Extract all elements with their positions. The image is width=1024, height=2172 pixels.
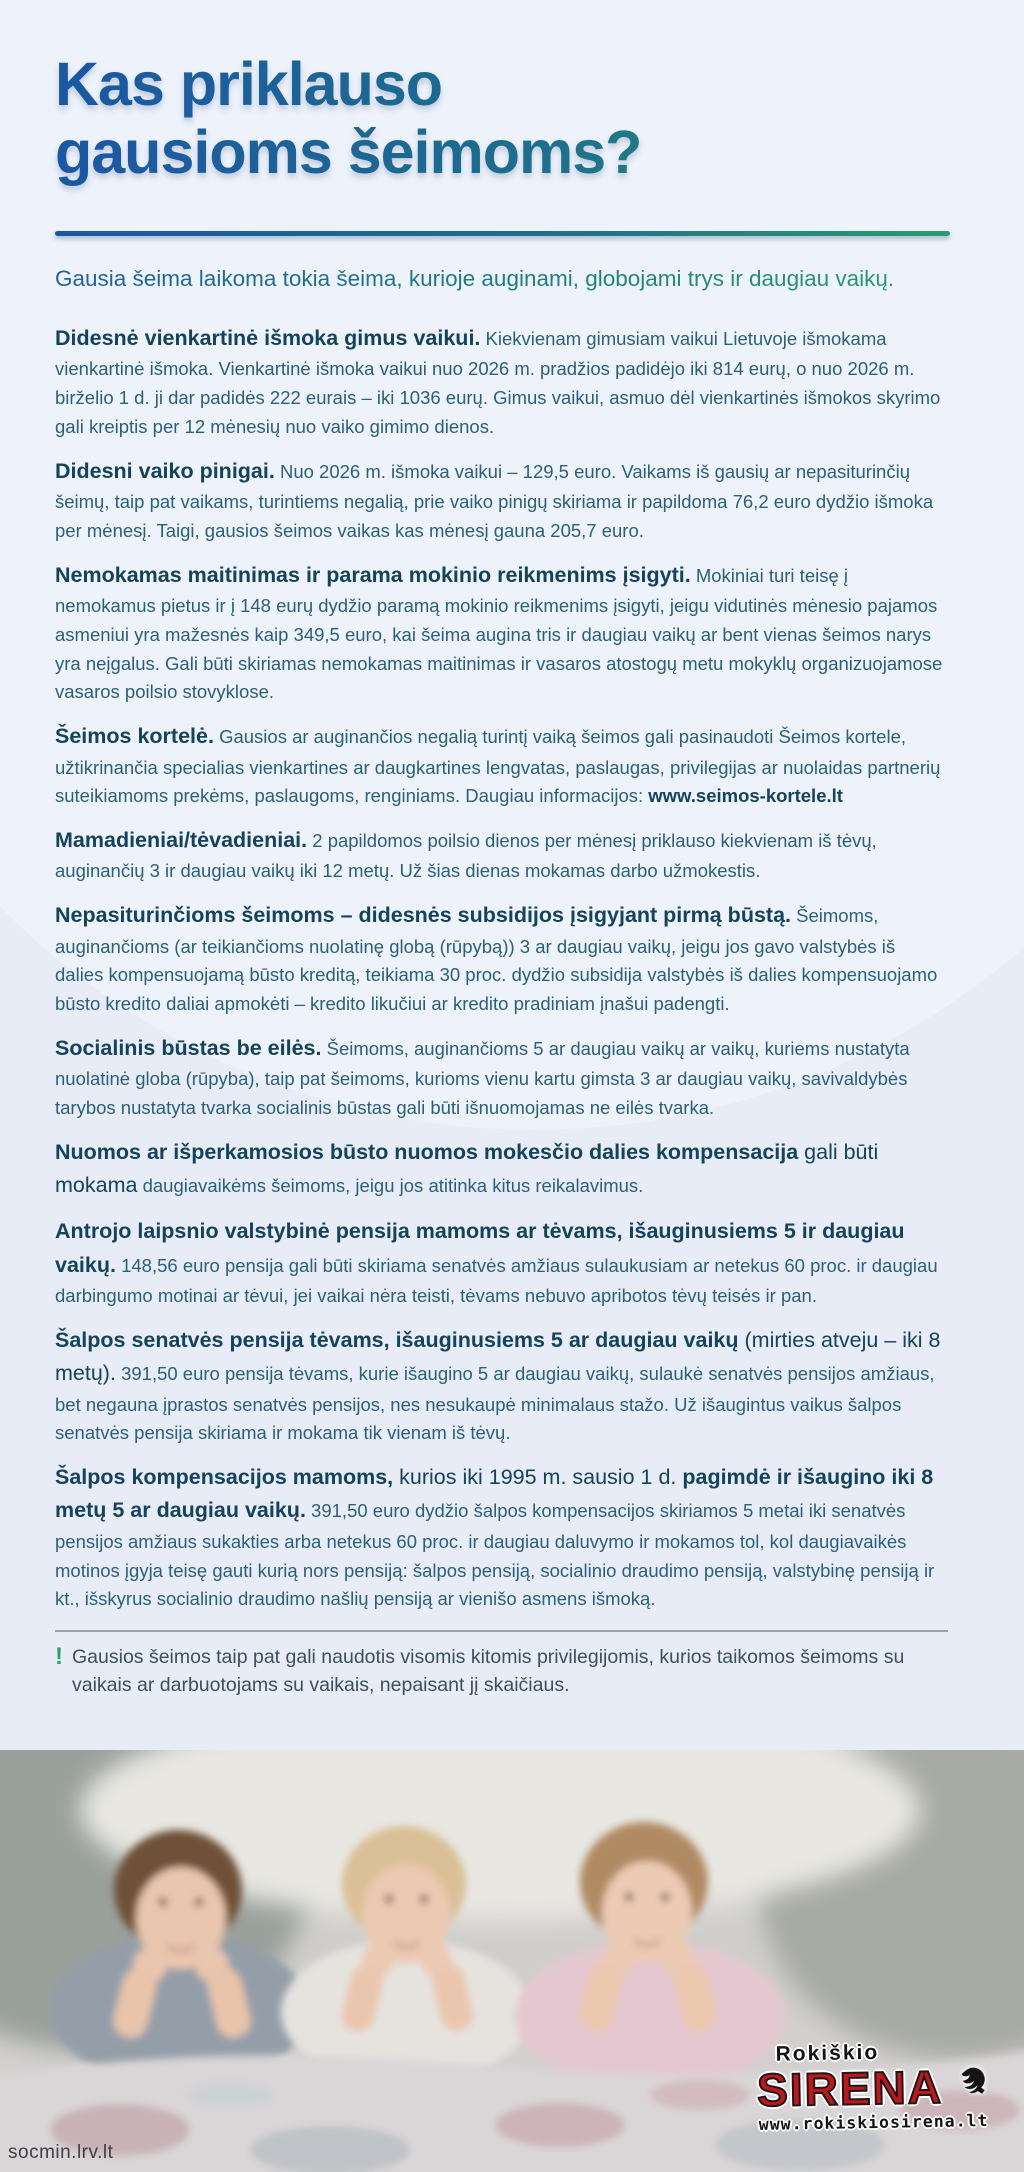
- section-heading: Šeimos kortelė.: [55, 724, 214, 749]
- logo-name: SIRENA: [756, 2060, 944, 2117]
- subtitle: Gausia šeima laikoma tokia šeima, kurioje auginami, globojami trys ir daugiau vaikų.: [55, 263, 948, 295]
- benefits-sections: [55, 322, 948, 1614]
- section-heading: Mamadieniai/tėvadieniai.: [55, 828, 308, 853]
- section-text: Nuo 2026 m. išmoka vaikui – 129,5 euro. Vaikams iš gausių ar nepasiturinčių šeimų, taip pat vaikams, turintiems negalią, prie vaiko pinigų skiriama ir papildoma 76,2 euro dydžio išmoka per mėnesį. Taigi, gausios šeimos vaikas kas mėnesį gauna 205,7 euro.: [55, 460, 934, 541]
- infographic-content: [0, 50, 1024, 1700]
- section-heading: pagimdė ir išaugino iki 8 metų 5 ar daugiau vaikų.: [55, 1465, 934, 1523]
- socmin-watermark[interactable]: socmin.lrv.lt: [8, 2142, 114, 2163]
- section-text: gali būti mokama: [55, 1139, 879, 1198]
- benefit-section: [55, 899, 948, 1019]
- section-text: Mokiniai turi teisę į nemokamus pietus ir į 148 eurų dydžio paramą mokinio reikmenims įsigyti, jeigu vidutinės mėnesio pajamos asmeniui yra mažesnės kaip 349,5 euro, kai šeima augina tris ir daugiau vaikų ar bent vienas šeimos narys yra neįgalus. Gali būti skiriamas nemokamas maitinimas ir vasaros atostogų metu mokyklų organizuojamose vasaros poilsio stovyklose.: [55, 564, 943, 703]
- section-text: (mirties atveju – iki 8 metų).: [55, 1327, 941, 1386]
- section-text: daugiavaikėms šeimoms, jeigu jos atitinka kitus reikalavimus.: [137, 1175, 644, 1197]
- benefit-section: [55, 559, 948, 708]
- section-heading: Nepasiturinčioms šeimoms – didesnės subsidijos įsigyjant pirmą būstą.: [55, 903, 791, 928]
- seimos-kortele-link[interactable]: www.seimos-kortele.lt: [648, 785, 843, 807]
- title-divider: [55, 231, 950, 236]
- section-text: Gausios ar auginančios negalią turintį vaiką šeimos gali pasinaudoti Šeimos kortele, užtikrinančia specialias vienkartines ar daugkartines lengvatas, paslaugas, privilegijas ar nuolaidas partnerių suteikiamoms prekėms, paslaugoms, renginiams. Daugiau informacijos:: [55, 726, 941, 807]
- title-line-2: gausioms šeimoms?: [55, 118, 642, 187]
- benefit-section: [55, 1032, 948, 1123]
- section-heading: Nemokamas maitinimas ir parama mokinio reikmenims įsigyti.: [55, 562, 691, 587]
- benefit-section: [55, 1324, 948, 1448]
- benefit-section: [55, 1461, 948, 1614]
- benefit-section: [55, 1215, 948, 1310]
- section-text: Šeimoms, auginančioms 5 ar daugiau vaikų ar vaikų, kuriems nustatyta nuolatinė globa (rūpyba), taip pat šeimoms, kurioms vienu kartu gimsta 3 ar daugiau vaikų, savivaldybės tarybos nustatyta tvarka socialinis būstas gali būti išnuomojamas ne eilės tvarka.: [55, 1037, 910, 1119]
- section-text: 148,56 euro pensija gali būti skiriama senatvės amžiaus sulaukusiam ar netekus 60 proc. ir daugiau darbingumo motinai ar tėvui, jei vaikai nėra teisti, tėvams nebuvo apribotos tėvų teisės ir pan.: [55, 1254, 938, 1307]
- benefit-section: [55, 720, 948, 811]
- section-heading: Didesnė vienkartinė išmoka gimus vaikui.: [55, 326, 481, 351]
- section-text: Šeimoms, auginančioms (ar teikiančioms nuolatinę globą (rūpybą)) 3 ar daugiau vaikų, jeigu jos gavo valstybės iš dalies kompensuojamą būsto kreditą, teikiama 30 proc. dydžio subsidija valstybės iš dalies kompensuojamo būsto kredito daliai apmokėti – kredito likučiui ar kredito pradiniam įnašui padengti.: [55, 905, 938, 1015]
- benefit-section: [55, 322, 948, 442]
- page-title: [55, 50, 948, 187]
- benefit-section: [55, 455, 948, 546]
- siren-icon: [947, 2062, 990, 2110]
- section-text: kurios iki 1995 m. sausio 1 d.: [393, 1465, 683, 1490]
- benefit-section: [55, 1136, 948, 1203]
- section-text: 391,50 euro dydžio šalpos kompensacijos skiriamos 5 metai iki senatvės pensijos amžiaus sukakties arba netekus 60 proc. ir daugiau daluvymo ir mokamos tol, kol daugiavaikės motinos įgyja teisę gauti kurią nors pensiją: šalpos pensiją, socialinio draudimo pensiją, valstybinę pensiją ir kt., išskyrus socialinio draudimo našlių pensiją ar vienišo asmens išmoką.: [55, 1500, 935, 1610]
- section-heading: Antrojo laipsnio valstybinė pensija mamoms ar tėvams, išauginusiems 5 ir daugiau vaikų.: [55, 1219, 905, 1277]
- section-heading: Šalpos senatvės pensija tėvams, išauginusiems 5 ar daugiau vaikų: [55, 1327, 739, 1352]
- logo-url-link[interactable]: www.rokiskiosirena.lt: [758, 2110, 989, 2134]
- exclamation-icon: !: [55, 1643, 63, 1671]
- section-text: Kiekvienam gimusiam vaikui Lietuvoje išmokama vienkartinė išmoka. Vienkartinė išmoka vaikui nuo 2026 m. pradžios padidėjo iki 814 eurų, o nuo 2026 m. birželio 1 d. ji dar padidės 222 eurais – iki 1036 eurų. Gimus vaikui, asmuo dėl vienkartinės išmokos skyrimo gali kreiptis per 12 mėnesių nuo vaiko gimimo dienos.: [55, 328, 941, 438]
- section-heading: Didesni vaiko pinigai.: [55, 458, 275, 483]
- section-text: 391,50 euro pensija tėvams, kurie išaugino 5 ar daugiau vaikų, sulaukė senatvės pensijos amžiaus, bet negauna įprastos senatvės pensijos, nes nesukaupė minimalaus stažo. Už išaugintus vaikus šalpos senatvės pensija skiriama ir mokama tik vienam iš tėvų.: [55, 1363, 935, 1444]
- section-text: 2 papildomos poilsio dienos per mėnesį priklauso kiekvienam iš tėvų, auginančių 3 ir daugiau vaikų iki 12 metų. Už šias dienas mokamas darbo užmokestis.: [55, 830, 877, 882]
- footnote: [55, 1630, 948, 1700]
- title-line-1: Kas priklauso: [55, 50, 443, 118]
- benefit-section: [55, 824, 948, 886]
- logo-top-text: Rokiškio: [775, 2040, 880, 2066]
- section-heading: Socialinis būstas be eilės.: [55, 1035, 322, 1060]
- section-heading: Šalpos kompensacijos mamoms,: [55, 1465, 394, 1490]
- section-heading: Nuomos ar išperkamosios būsto nuomos mokesčio dalies kompensacija: [55, 1139, 799, 1164]
- footnote-text: Gausios šeimos taip pat gali naudotis visomis kitomis privilegijomis, kurios taikomos šeimoms su vaikais ar darbuotojams su vaikais, nepaisant jį skaičiaus.: [72, 1646, 905, 1697]
- rokiskio-sirena-logo: [737, 2039, 1009, 2135]
